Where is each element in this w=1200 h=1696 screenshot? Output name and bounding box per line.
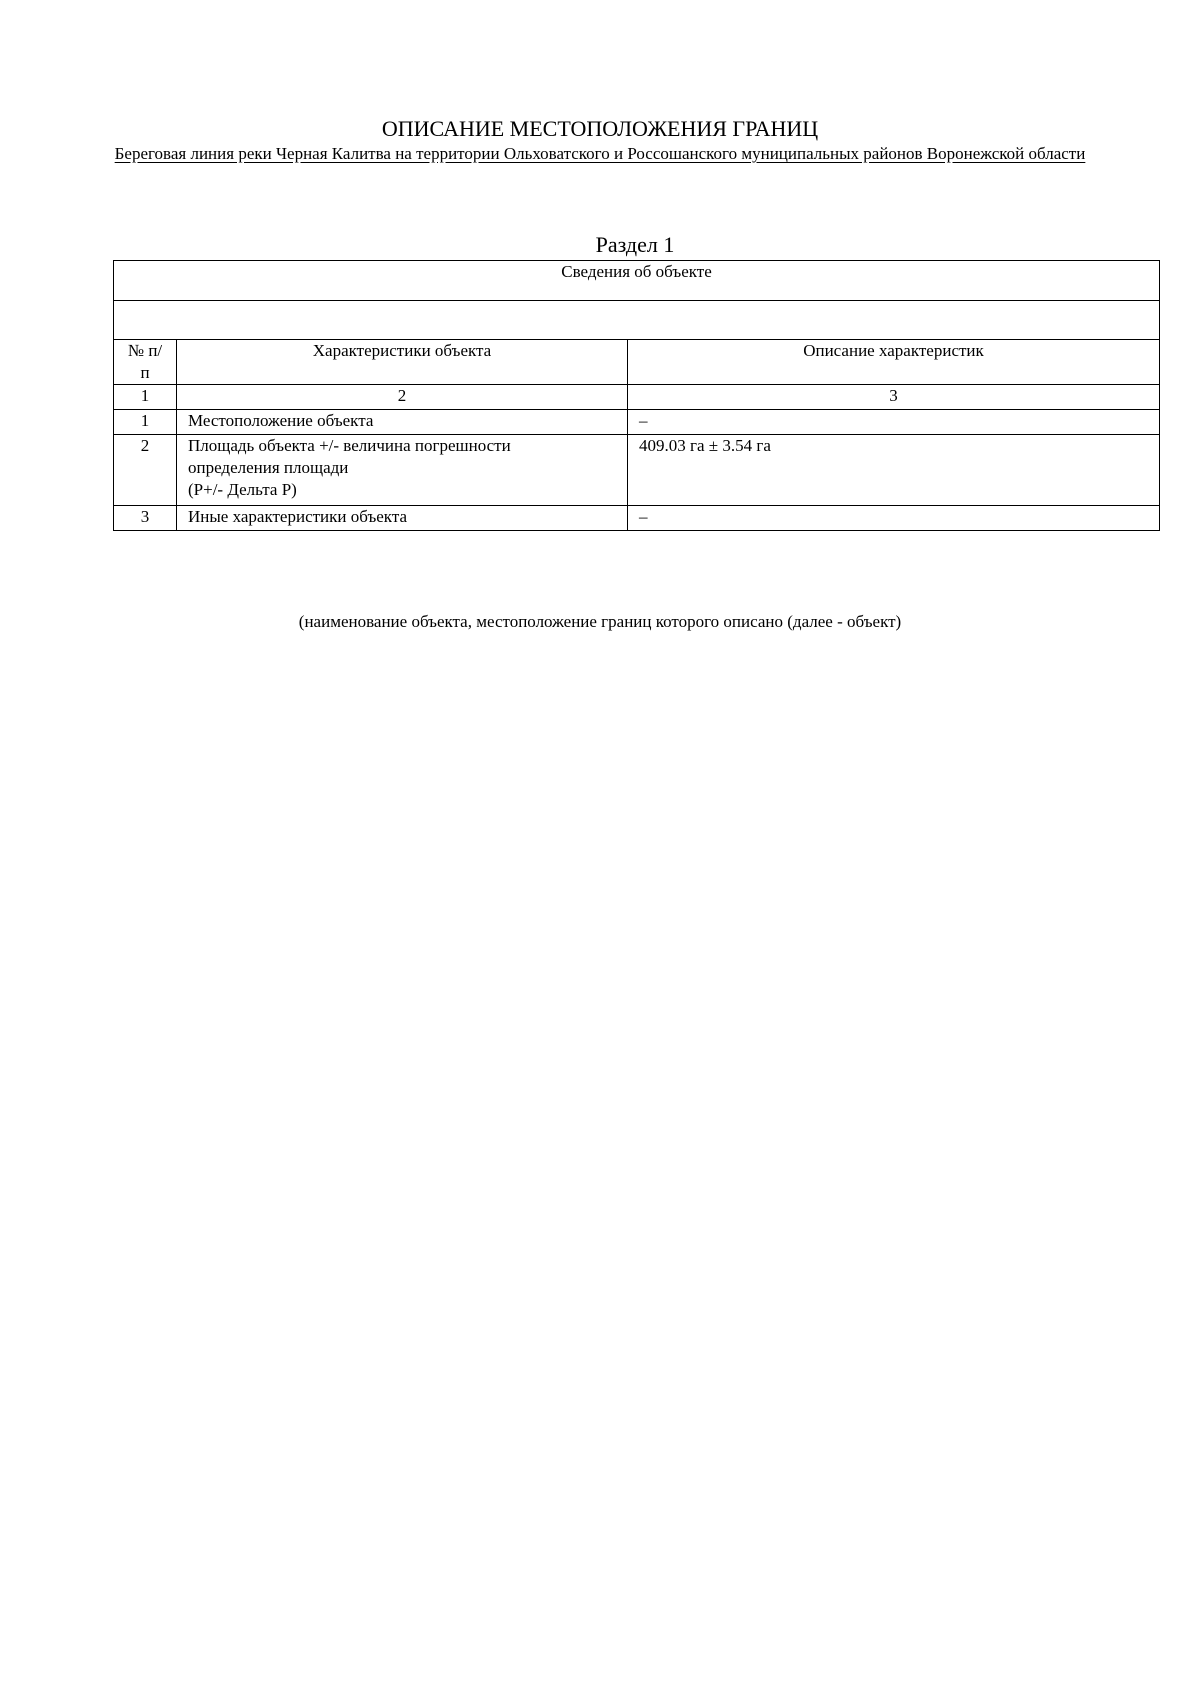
row-number: 3 (114, 506, 177, 531)
column-number-2: 2 (177, 385, 628, 410)
object-name-footnote: (наименование объекта, местоположение границ которого описано (далее - объект) (298, 612, 902, 631)
header-number: № п/п (114, 340, 177, 385)
row-characteristic-line: Площадь объекта +/- величина погрешности (188, 436, 511, 455)
document-title: ОПИСАНИЕ МЕСТОПОЛОЖЕНИЯ ГРАНИЦ (381, 116, 819, 141)
row-characteristic (177, 435, 628, 506)
table-empty-row (114, 301, 1160, 340)
table-caption: Сведения об объекте (114, 261, 1160, 301)
table-caption-row (114, 261, 1160, 301)
row-number: 2 (114, 435, 177, 506)
row-description: – (628, 506, 1160, 531)
table-row (114, 506, 1160, 531)
row-characteristic-line: определения площади (188, 458, 349, 477)
table-row (114, 410, 1160, 435)
column-number-1: 1 (114, 385, 177, 410)
table-header-row (114, 340, 1160, 385)
column-number-3: 3 (628, 385, 1160, 410)
header-description: Описание характеристик (628, 340, 1160, 385)
row-characteristic: Местоположение объекта (177, 410, 628, 435)
section-title: Раздел 1 (595, 232, 675, 257)
document-subtitle (100, 142, 1100, 166)
row-characteristic-line: (P+/- Дельта P) (188, 480, 297, 499)
row-description: – (628, 410, 1160, 435)
row-number: 1 (114, 410, 177, 435)
row-characteristic: Иные характеристики объекта (177, 506, 628, 531)
row-description: 409.03 га ± 3.54 га (628, 435, 1160, 506)
table-row (114, 435, 1160, 506)
object-info-table (113, 260, 1160, 531)
document-subtitle-text: Береговая линия реки Черная Калитва на территории Ольховатского и Россошанского муниципальных районов Воронежской области (114, 144, 1086, 163)
table-empty-cell (114, 301, 1160, 340)
header-characteristic: Характеристики объекта (177, 340, 628, 385)
table-column-numbers-row (114, 385, 1160, 410)
